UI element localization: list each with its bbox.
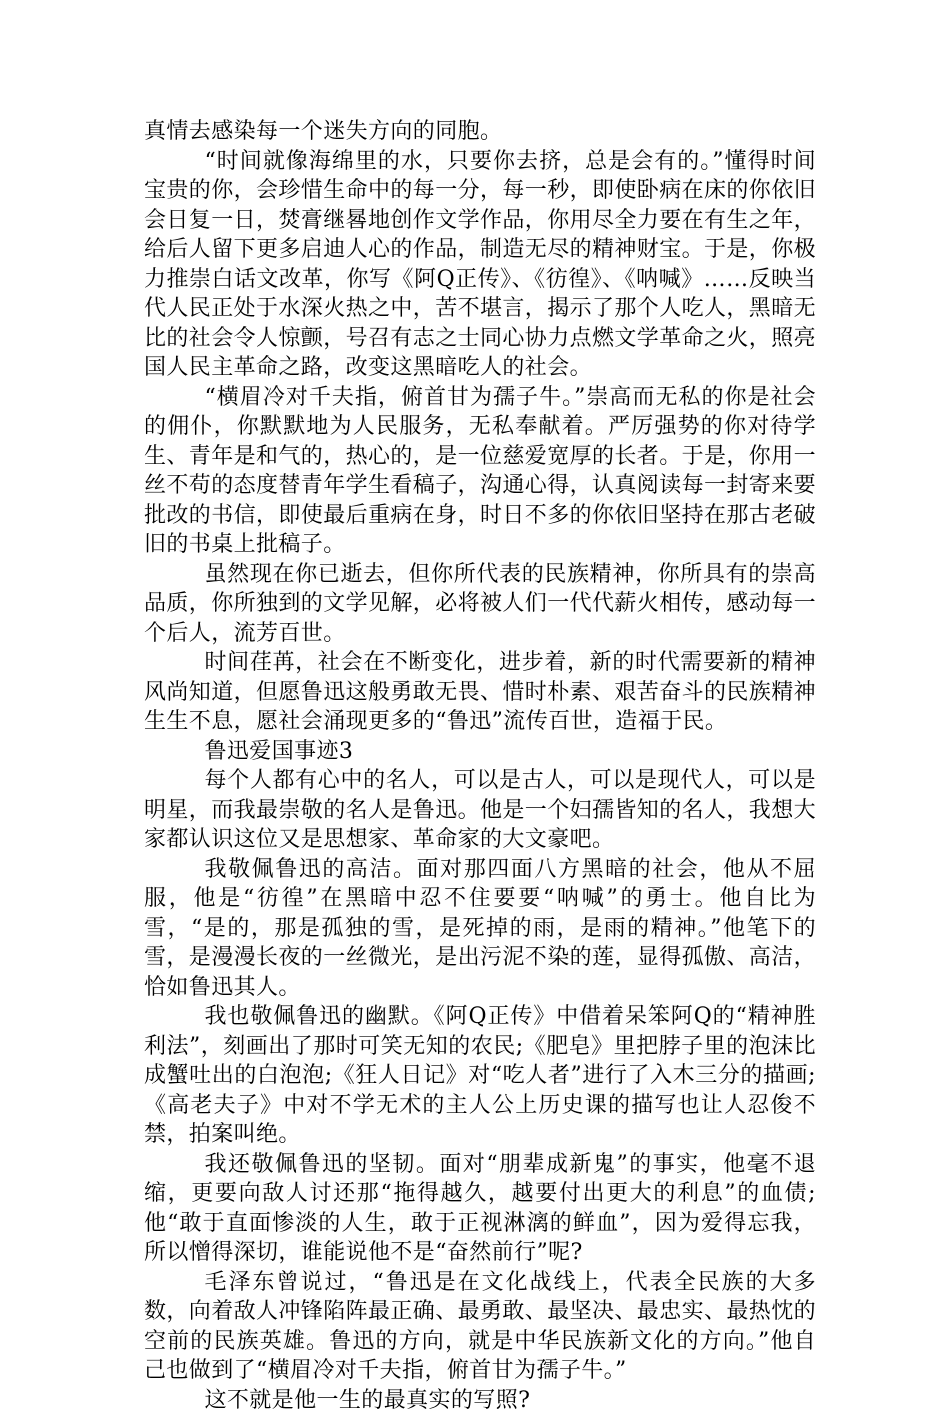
section-heading: 鲁迅爱国事迹3 [144, 737, 816, 767]
paragraph-new-era: 时间荏苒，社会在不断变化，进步着，新的时代需要新的精神风尚知道，但愿鲁迅这般勇敢无畏、惜时朴素、艰苦奋斗的民族精神生生不息，愿社会涌现更多的“鲁迅”流传百世，造福于民。 [144, 648, 816, 737]
paragraph-time-sponge: “时间就像海绵里的水，只要你去挤，总是会有的。”懂得时间宝贵的你，会珍惜生命中的每一分，每一秒，即使卧病在床的你依旧会日复一日，焚膏继晷地创作文学作品，你用尽全力要在有生之年，给后人留下更多启迪人心的作品，制造无尽的精神财宝。于是，你极力推崇白话文改革，你写《阿Q正传》、《彷徨》、《呐喊》……反映当代人民正处于水深火热之中，苦不堪言，揭示了那个人吃人，黑暗无比的社会令人惊颤，号召有志之士同心协力点燃文学革命之火，照亮国人民主革命之路，改变这黑暗吃人的社会。 [144, 147, 816, 383]
paragraph-humor: 我也敬佩鲁迅的幽默。《阿Q正传》中借着呆笨阿Q的“精神胜利法”，刻画出了那时可笑无知的农民;《肥皂》里把脖子里的泡沫比成蟹吐出的白泡泡;《狂人日记》对“吃人者”进行了入木三分的描画;《高老夫子》中对不学无术的主人公上历史课的描写也让人忍俊不禁，拍案叫绝。 [144, 1002, 816, 1150]
paragraph-noble: 我敬佩鲁迅的高洁。面对那四面八方黑暗的社会，他从不屈服，他是“彷徨”在黑暗中忍不住要要“呐喊”的勇士。他自比为雪，“是的，那是孤独的雪，是死掉的雨，是雨的精神。”他笔下的雪，是漫漫长夜的一丝微光，是出污泥不染的莲，显得孤傲、高洁，恰如鲁迅其人。 [144, 855, 816, 1003]
paragraph-legacy: 虽然现在你已逝去，但你所代表的民族精神，你所具有的崇高品质，你所独到的文学见解，必将被人们一代代薪火相传，感动每一个后人，流芳百世。 [144, 560, 816, 649]
document-page [144, 117, 816, 1415]
paragraph-mao-quote: 毛泽东曾说过，“鲁迅是在文化战线上，代表全民族的大多数，向着敌人冲锋陷阵最正确、最勇敢、最坚决、最忠实、最热忱的空前的民族英雄。鲁迅的方向，就是中华民族新文化的方向。”他自己也做到了“横眉冷对千夫指，俯首甘为孺子牛。” [144, 1268, 816, 1386]
paragraph-intro: 每个人都有心中的名人，可以是古人，可以是现代人，可以是明星，而我最崇敬的名人是鲁迅。他是一个妇孺皆知的名人，我想大家都认识这位又是思想家、革命家的大文豪吧。 [144, 766, 816, 855]
paragraph-ox-quote: “横眉冷对千夫指，俯首甘为孺子牛。”崇高而无私的你是社会的佣仆，你默默地为人民服务，无私奉献着。严厉强势的你对待学生、青年是和气的，热心的，是一位慈爱宽厚的长者。于是，你用一丝不苟的态度替青年学生看稿子，沟通心得，认真阅读每一封寄来要批改的书信，即使最后重病在身，时日不多的你依旧坚持在那古老破旧的书桌上批稿子。 [144, 383, 816, 560]
paragraph-tenacity: 我还敬佩鲁迅的坚韧。面对“朋辈成新鬼”的事实，他毫不退缩，更要向敌人讨还那“拖得越久，越要付出更大的利息”的血债;他“敢于直面惨淡的人生，敢于正视淋漓的鲜血”，因为爱得忘我，所以憎得深切，谁能说他不是“奋然前行”呢? [144, 1150, 816, 1268]
paragraph-closing: 这不就是他一生的最真实的写照? [144, 1386, 816, 1415]
paragraph-continuation: 真情去感染每一个迷失方向的同胞。 [144, 117, 816, 147]
